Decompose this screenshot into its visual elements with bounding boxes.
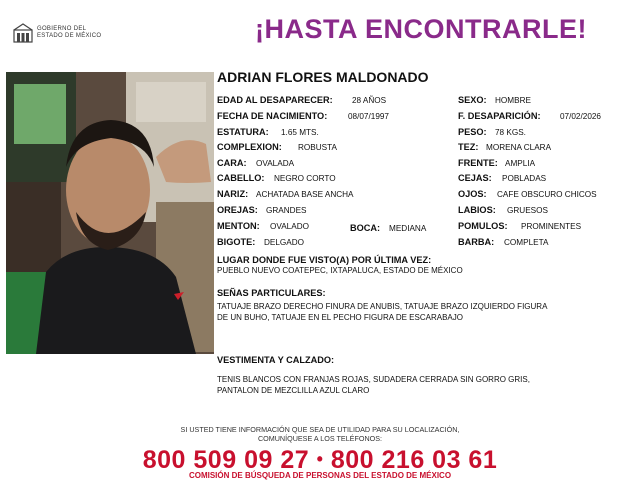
logo-line-1: GOBIERNO DEL — [37, 26, 87, 32]
fnac-label: FECHA DE NACIMIENTO: — [217, 111, 328, 121]
tez-value: MORENA CLARA — [486, 143, 552, 152]
orejas-value: GRANDES — [266, 206, 307, 215]
estatura-label: ESTATURA: — [217, 127, 269, 137]
barba-label: BARBA: — [458, 237, 495, 247]
edad-value: 28 AÑOS — [352, 96, 387, 105]
cara-value: OVALADA — [256, 159, 295, 168]
complexion-label: COMPLEXION: — [217, 142, 282, 152]
lugar-value: PUEBLO NUEVO COATEPEC, IXTAPALUCA, ESTADO DE MÉXICO — [217, 266, 463, 275]
phone-separator: • — [316, 449, 324, 469]
missing-person-photo — [6, 72, 214, 354]
phone-number-1[interactable]: 800 509 09 27 — [142, 446, 310, 474]
bigote-value: DELGADO — [264, 238, 305, 247]
senas-line-1: TATUAJE BRAZO DERECHO FINURA DE ANUBIS, TATUAJE BRAZO IZQUIERDO FIGURA — [217, 302, 548, 311]
headline: ¡HASTA ENCONTRARLE! — [255, 14, 587, 44]
cejas-label: CEJAS: — [458, 173, 492, 183]
tez-label: TEZ: — [458, 142, 479, 152]
vestimenta-line-2: PANTALON DE MEZCLILLA AZUL CLARO — [217, 386, 370, 395]
fdes-value: 07/02/2026 — [560, 112, 601, 121]
cejas-value: POBLADAS — [502, 174, 547, 183]
fdes-label: F. DESAPARICIÓN: — [458, 111, 541, 121]
vestimenta-line-1: TENIS BLANCOS CON FRANJAS ROJAS, SUDADERA CERRADA SIN GORRO GRIS, — [217, 375, 530, 384]
senas-label: SEÑAS PARTICULARES: — [217, 288, 326, 298]
ojos-label: OJOS: — [458, 189, 487, 199]
contact-note-line-2: COMUNÍQUESE A LOS TELÉFONOS: — [257, 434, 383, 443]
cara-label: CARA: — [217, 158, 247, 168]
cabello-value: NEGRO CORTO — [274, 174, 336, 183]
labios-label: LABIOS: — [458, 205, 496, 215]
vestimenta-label: VESTIMENTA Y CALZADO: — [217, 355, 335, 365]
government-logo — [12, 22, 122, 46]
sexo-value: HOMBRE — [495, 96, 531, 105]
lugar-label: LUGAR DONDE FUE VISTO(A) POR ÚLTIMA VEZ: — [217, 255, 432, 265]
senas-line-2: DE UN BUHO, TATUAJE EN EL PECHO FIGURA DE ESCARABAJO — [217, 313, 463, 322]
nariz-label: NARIZ: — [217, 189, 249, 199]
frente-label: FRENTE: — [458, 158, 498, 168]
logo-line-2: ESTADO DE MÉXICO — [37, 33, 102, 39]
boca-label: BOCA: — [350, 223, 381, 233]
labios-value: GRUESOS — [507, 206, 548, 215]
person-name: ADRIAN FLORES MALDONADO — [217, 69, 429, 85]
phone-number-2[interactable]: 800 216 03 61 — [330, 446, 498, 474]
menton-value: OVALADO — [270, 222, 309, 231]
cabello-label: CABELLO: — [217, 173, 265, 183]
peso-value: 78 KGS. — [495, 128, 526, 137]
menton-label: MENTON: — [217, 221, 260, 231]
sexo-label: SEXO: — [458, 95, 487, 105]
complexion-value: ROBUSTA — [298, 143, 337, 152]
boca-value: MEDIANA — [389, 224, 427, 233]
frente-value: AMPLIA — [505, 159, 536, 168]
peso-label: PESO: — [458, 127, 487, 137]
estatura-value: 1.65 MTS. — [281, 128, 319, 137]
pomulos-value: PROMINENTES — [521, 222, 582, 231]
barba-value: COMPLETA — [504, 238, 549, 247]
edad-label: EDAD AL DESAPARECER: — [217, 95, 333, 105]
orejas-label: OREJAS: — [217, 205, 258, 215]
ojos-value: CAFE OBSCURO CHICOS — [497, 190, 597, 199]
bigote-label: BIGOTE: — [217, 237, 256, 247]
state-emblem-icon — [12, 22, 34, 44]
nariz-value: ACHATADA BASE ANCHA — [256, 190, 354, 199]
contact-note-line-1: SI USTED TIENE INFORMACIÓN QUE SEA DE UTILIDAD PARA SU LOCALIZACIÓN, — [180, 425, 460, 434]
pomulos-label: POMULOS: — [458, 221, 508, 231]
agency-name: COMISIÓN DE BÚSQUEDA DE PERSONAS DEL ESTADO DE MÉXICO — [188, 471, 452, 480]
fnac-value: 08/07/1997 — [348, 112, 389, 121]
logo-text — [37, 26, 101, 40]
